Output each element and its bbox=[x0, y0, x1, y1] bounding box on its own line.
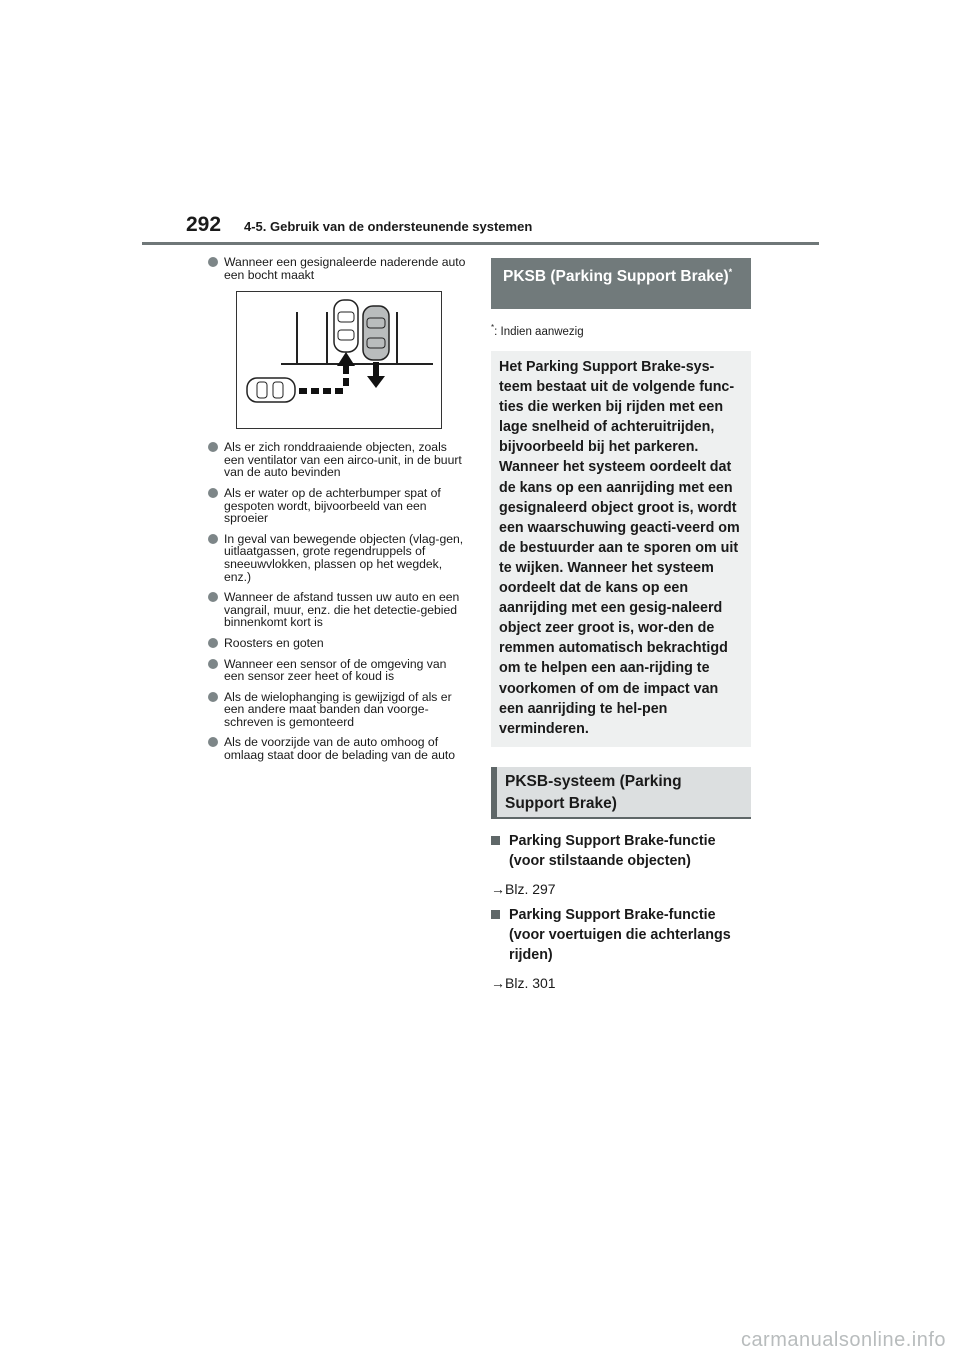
page-number: 292 bbox=[186, 213, 222, 236]
bullet-icon bbox=[208, 257, 218, 267]
bullet-item bbox=[208, 533, 470, 583]
intro-box: Het Parking Support Brake-sys-teem bestaat uit de volgende func-ties die werken bij rijden met een lage snelheid of achteruitrijden, bijvoorbeeld bij het parkeren. Wanneer het systeem oordeelt dat de kans op een aanrijding met een gesignaleerd object groot is, wordt een waarschuwing geacti-veerd om de bestuurder aan te sporen om uit te wijken. Wanneer het systeem oordeelt dat de kans op een aanrijding met een gesig-naleerd object zeer groot is, wor-den de remmen automatisch bekrachtigd om te helpen een aan-rijding te voorkomen of om de impact van een aanrijding te hel-pen verminderen. bbox=[491, 351, 751, 747]
bullet-item bbox=[208, 591, 470, 629]
bullet-item bbox=[208, 441, 470, 479]
pksb-heading-text: PKSB (Parking Support Brake) bbox=[503, 268, 729, 286]
bullet-text: Roosters en goten bbox=[224, 635, 324, 650]
bullet-icon bbox=[208, 659, 218, 669]
bullet-icon bbox=[208, 638, 218, 648]
bullet-icon bbox=[208, 488, 218, 498]
bullet-item bbox=[208, 637, 470, 650]
bullet-text: Wanneer een gesignaleerde naderende auto een bocht maakt bbox=[224, 255, 466, 282]
subsection-heading: PKSB-systeem (Parking Support Brake) bbox=[491, 767, 751, 819]
bullet-item bbox=[208, 691, 470, 729]
asterisk-mark: * bbox=[728, 267, 733, 277]
footnote-mark: * bbox=[491, 323, 495, 332]
footnote bbox=[491, 323, 751, 343]
function-heading bbox=[491, 831, 751, 871]
parking-illustration bbox=[236, 291, 442, 429]
bullet-item bbox=[208, 487, 470, 525]
bullet-text: Als er water op de achterbumper spat of gespoten wordt, bijvoorbeeld van een sproeier bbox=[224, 485, 441, 526]
bullet-text: Als er zich ronddraaiende objecten, zoals een ventilator van een airco-unit, in de buurt van de auto bevinden bbox=[224, 440, 462, 480]
square-bullet-icon bbox=[491, 836, 500, 845]
bullet-item bbox=[208, 658, 470, 683]
bullet-text: Als de wielophanging is gewijzigd of als er een andere maat banden dan voorge-schreven is gemonteerd bbox=[224, 689, 452, 729]
section-title: 4-5. Gebruik van de ondersteunende systemen bbox=[244, 219, 533, 234]
function-title: Parking Support Brake-functie (voor stilstaande objecten) bbox=[509, 833, 716, 869]
bullet-icon bbox=[208, 592, 218, 602]
bullet-icon bbox=[208, 534, 218, 544]
parking-diagram-icon bbox=[237, 292, 441, 428]
bullet-icon bbox=[208, 692, 218, 702]
bullet-item bbox=[208, 736, 470, 761]
bullet-text: Wanneer de afstand tussen uw auto en een vangrail, muur, enz. die het detectie-gebied binnenkomt kort is bbox=[224, 590, 460, 630]
function-title: Parking Support Brake-functie (voor voertuigen die achterlangs rijden) bbox=[509, 907, 731, 963]
bullet-icon bbox=[208, 442, 218, 452]
right-column bbox=[491, 258, 751, 999]
bullet-icon bbox=[208, 737, 218, 747]
header-divider bbox=[142, 242, 819, 245]
bullet-text: Als de voorzijde van de auto omhoog of omlaag staat door de belading van de auto bbox=[224, 735, 456, 763]
page-reference-link[interactable]: →Blz. 301 bbox=[491, 975, 556, 991]
left-column bbox=[208, 256, 470, 770]
bullet-text: Wanneer een sensor of de omgeving van een sensor zeer heet of koud is bbox=[224, 656, 447, 684]
function-heading bbox=[491, 905, 751, 965]
footnote-text: : Indien aanwezig bbox=[494, 325, 584, 338]
bullet-text: In geval van bewegende objecten (vlag-gen, uitlaatgassen, grote regendruppels of sneeuwvlokken, plassen op het wegdek, enz.) bbox=[224, 531, 464, 584]
square-bullet-icon bbox=[491, 910, 500, 919]
page-reference-link[interactable]: →Blz. 297 bbox=[491, 881, 556, 897]
bullet-item bbox=[208, 256, 470, 281]
watermark: carmanualsonline.info bbox=[740, 1329, 946, 1351]
pksb-heading bbox=[491, 258, 751, 309]
